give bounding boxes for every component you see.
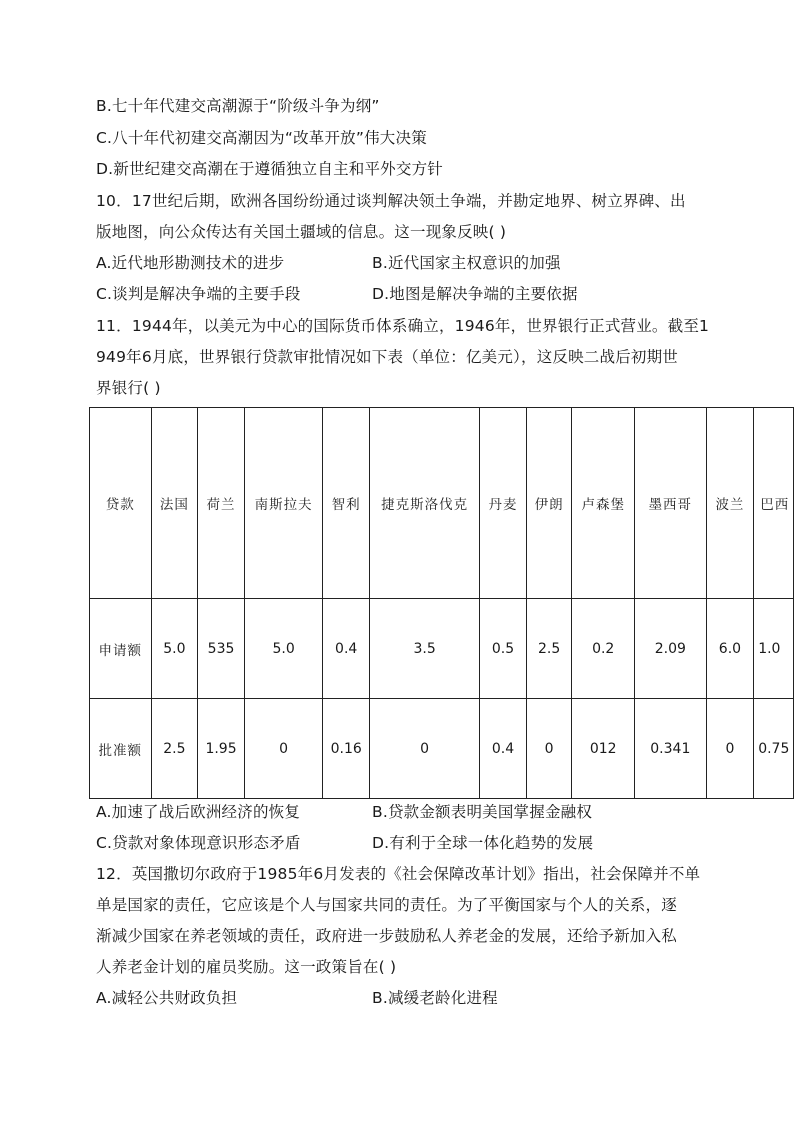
table-cell: 0 — [370, 699, 480, 799]
table-header-cell: 南斯拉夫 — [244, 408, 322, 599]
q10-option-b: B.近代国家主权意识的加强 — [372, 254, 561, 272]
table-cell: 0 — [706, 699, 754, 799]
table-cell: 0 — [526, 699, 572, 799]
table-cell: 3.5 — [370, 599, 480, 699]
q12-stem-line-4: 人养老金计划的雇员奖励。这一政策旨在( ) — [96, 958, 397, 976]
table-cell: 5.0 — [244, 599, 322, 699]
q10-option-a: A.近代地形勘测技术的进步 — [96, 254, 285, 272]
q12-stem-line-2: 单是国家的责任，它应该是个人与国家共同的责任。为了平衡国家与个人的关系，逐 — [96, 896, 677, 914]
table-cell: 0.4 — [323, 599, 370, 699]
table-cell: 2.09 — [634, 599, 706, 699]
table-row — [90, 699, 794, 799]
table-cell: 0.341 — [634, 699, 706, 799]
q10-option-d: D.地图是解决争端的主要依据 — [372, 285, 578, 303]
q11-stem-line-3: 界银行( ) — [96, 379, 161, 397]
table-cell: 0.75 — [754, 699, 794, 799]
table-cell: 5.0 — [151, 599, 198, 699]
table-cell: 2.5 — [526, 599, 572, 699]
table-cell: 2.5 — [151, 699, 198, 799]
table-cell: 1.95 — [198, 699, 245, 799]
loan-table — [89, 407, 794, 799]
q11-option-b: B.贷款金额表明美国掌握金融权 — [372, 803, 593, 821]
row-label: 申请额 — [90, 599, 152, 699]
q9-option-c: C.八十年代初建交高潮因为“改革开放”伟大决策 — [96, 129, 427, 147]
table-header-cell: 丹麦 — [480, 408, 527, 599]
q12-stem-line-3: 渐减少国家在养老领域的责任，政府进一步鼓励私人养老金的发展，还给予新加入私 — [96, 927, 677, 945]
table-header-cell: 贷款 — [90, 408, 152, 599]
row-label: 批准额 — [90, 699, 152, 799]
table-header-cell: 巴西 — [754, 408, 794, 599]
q11-option-c: C.贷款对象体现意识形态矛盾 — [96, 834, 301, 852]
table-header-cell: 捷克斯洛伐克 — [370, 408, 480, 599]
table-cell: 0.4 — [480, 699, 527, 799]
table-cell: 1.0 — [754, 599, 794, 699]
table-header-row — [90, 408, 794, 599]
q11-stem-line-2: 949年6月底，世界银行贷款审批情况如下表（单位：亿美元），这反映二战后初期世 — [96, 348, 678, 366]
table-header-cell: 卢森堡 — [572, 408, 634, 599]
table-header-cell: 智利 — [323, 408, 370, 599]
table-header-cell: 伊朗 — [526, 408, 572, 599]
q12-option-b: B.减缓老龄化进程 — [372, 989, 498, 1007]
table-row — [90, 599, 794, 699]
table-header-cell: 波兰 — [706, 408, 754, 599]
table-header-cell: 荷兰 — [198, 408, 245, 599]
q10-option-c: C.谈判是解决争端的主要手段 — [96, 285, 301, 303]
q11-stem-line-1: 11．1944年，以美元为中心的国际货币体系确立，1946年，世界银行正式营业。截至1 — [96, 317, 710, 335]
table-cell: 0 — [244, 699, 322, 799]
table-cell: 535 — [198, 599, 245, 699]
q12-option-a: A.减轻公共财政负担 — [96, 989, 238, 1007]
q10-stem-line-1: 10．17世纪后期，欧洲各国纷纷通过谈判解决领土争端，并勘定地界、树立界碑、出 — [96, 192, 686, 210]
table-cell: 0.5 — [480, 599, 527, 699]
q10-stem-line-2: 版地图，向公众传达有关国土疆域的信息。这一现象反映( ) — [96, 223, 507, 241]
q11-option-a: A.加速了战后欧洲经济的恢复 — [96, 803, 301, 821]
table-header-cell: 法国 — [151, 408, 198, 599]
table-cell: 6.0 — [706, 599, 754, 699]
q12-stem-line-1: 12．英国撒切尔政府于1985年6月发表的《社会保障改革计划》指出，社会保障并不单 — [96, 865, 701, 883]
table-header-cell: 墨西哥 — [634, 408, 706, 599]
q9-option-d: D.新世纪建交高潮在于遵循独立自主和平外交方针 — [96, 160, 443, 178]
q9-option-b: B.七十年代建交高潮源于“阶级斗争为纲” — [96, 97, 380, 115]
table-cell: 012 — [572, 699, 634, 799]
table-cell: 0.2 — [572, 599, 634, 699]
table-cell: 0.16 — [323, 699, 370, 799]
q11-option-d: D.有利于全球一体化趋势的发展 — [372, 834, 594, 852]
